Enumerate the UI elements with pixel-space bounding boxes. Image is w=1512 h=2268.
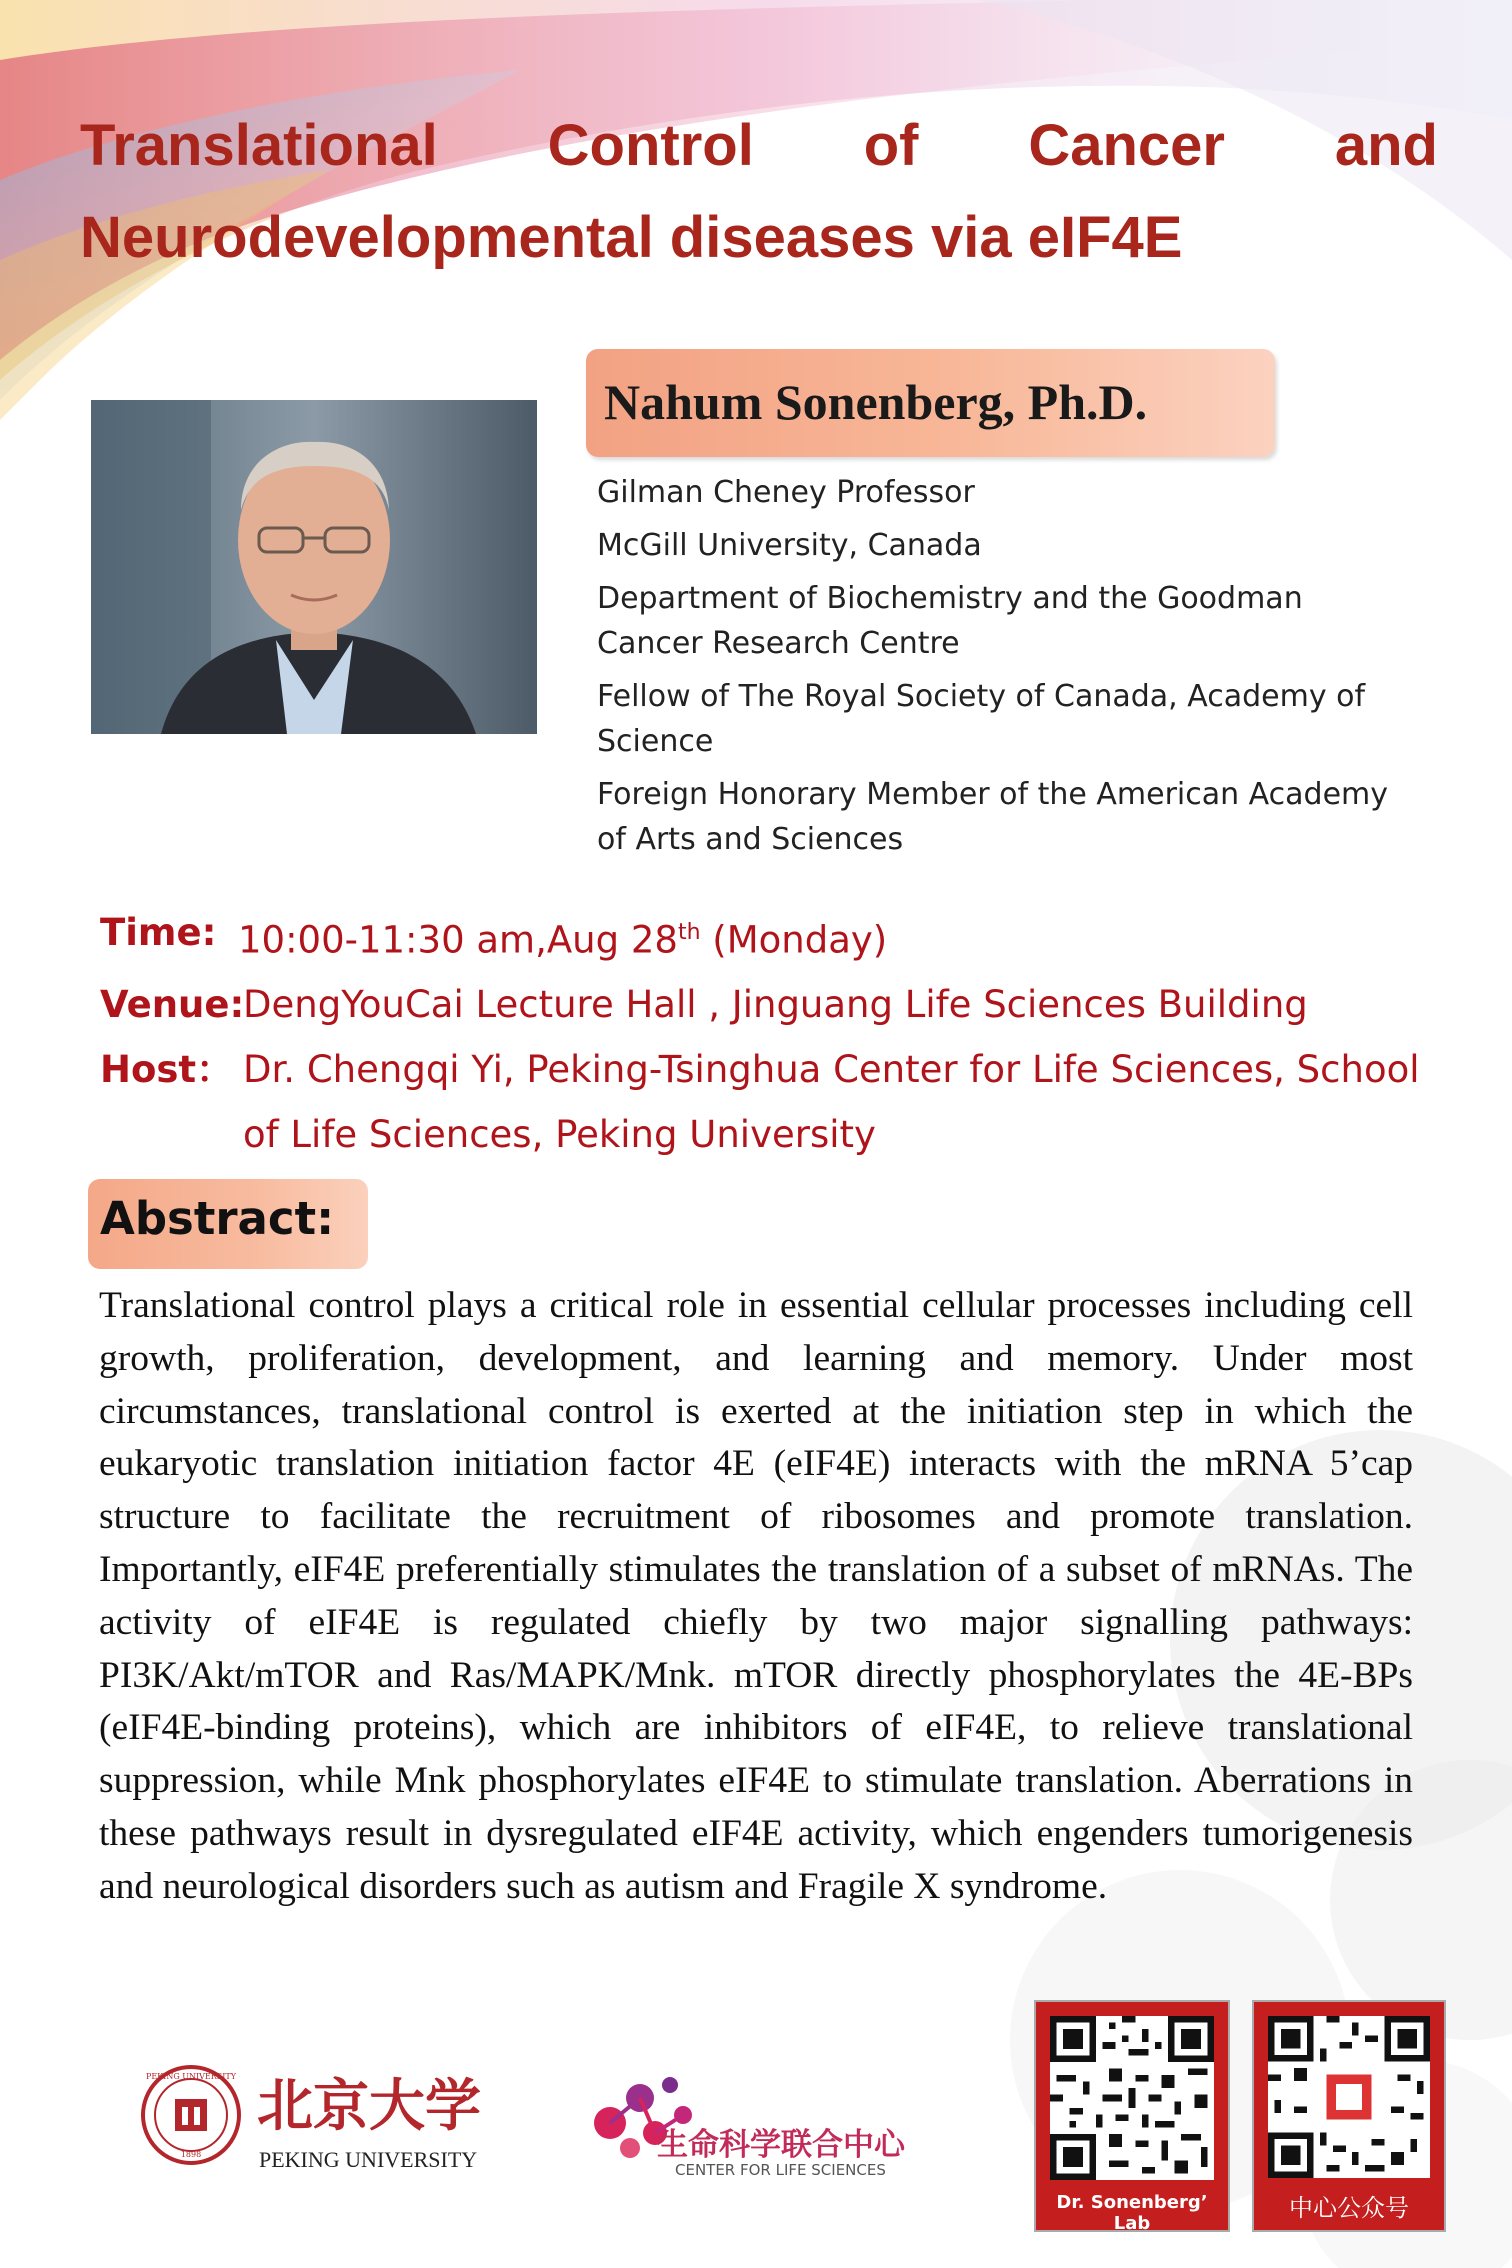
title-word: Control — [547, 113, 754, 178]
time-value-day: (Monday) — [700, 918, 888, 962]
affiliation-item: McGill University, Canada — [597, 528, 982, 563]
qr-code-center-account[interactable] — [1252, 2000, 1446, 2232]
speaker-name: Nahum Sonenberg, Ph.D. — [604, 374, 1148, 430]
venue-value: DengYouCai Lecture Hall , Jinguang Life Sciences Building — [243, 983, 1308, 1027]
title-word: of — [863, 113, 919, 178]
title-word: Translational — [80, 113, 438, 178]
abstract-text: Translational control plays a critical role in essential cellular processes including cell growth, proliferation, development, and learning and memory. Under most circumstances, translational control is exerted at the initiation step in which the eukaryotic translation initiation factor 4E (eIF4E) interacts with the mRNA 5’cap structure to facilitate the recruitment of ribosomes and promote translation. Importantly, eIF4E preferentially stimulates the translation of a subset of mRNAs. The activity of eIF4E is regulated chiefly by two major signalling pathways: PI3K/Akt/mTOR and Ras/MAPK/Mnk. mTOR directly phosphorylates the 4E-BPs (eIF4E-binding proteins), which are inhibitors of eIF4E, to relieve translational suppression, while Mnk phosphorylates eIF4E to stimulate translation. Aberrations in these pathways result in dysregulated eIF4E activity, which engenders tumorigenesis and neurological disorders such as autism and Fragile X syndrome. — [99, 1285, 1413, 1907]
affiliation-item: Fellow of The Royal Society of Canada, Academy of Science — [597, 679, 1366, 759]
speaker-photo — [91, 400, 537, 734]
qr-code-icon — [1268, 2016, 1430, 2178]
qr-caption-center: 中心公众号 — [1289, 2194, 1409, 2222]
page-title — [80, 100, 1438, 284]
time-row — [100, 900, 1460, 972]
cls-chinese-name: 生命科学联合中心 — [657, 2127, 905, 2163]
pku-seal-text: PEKING UNIVERSITY — [145, 2072, 237, 2081]
time-label: Time: — [100, 911, 217, 954]
center-for-life-sciences-logo — [585, 2063, 925, 2183]
qr-code-icon — [1050, 2016, 1214, 2180]
speaker-affiliations — [597, 470, 1417, 870]
title-word: and — [1334, 113, 1438, 178]
venue-label: Venue: — [100, 983, 245, 1027]
pku-seal-year: 1898 — [180, 2150, 202, 2159]
pku-chinese-name: 北京大学 — [257, 2073, 481, 2139]
time-value — [238, 900, 887, 972]
pku-english-name: PEKING UNIVERSITY — [259, 2147, 478, 2172]
host-label: Host： — [100, 1048, 234, 1092]
abstract-label: Abstract: — [100, 1192, 335, 1245]
venue-row — [100, 972, 1460, 1037]
event-info — [100, 900, 1460, 1167]
host-value: Dr. Chengqi Yi, Peking-Tsinghua Center for Life Sciences, School of Life Sciences, Peking University — [243, 1048, 1420, 1157]
cls-english-name: CENTER FOR LIFE SCIENCES — [675, 2161, 886, 2179]
time-value-sup: th — [677, 920, 701, 945]
time-value-main: 10:00-11:30 am,Aug 28 — [238, 918, 678, 962]
affiliation-item: Foreign Honorary Member of the American Academy of Arts and Sciences — [597, 777, 1389, 857]
host-row — [100, 1037, 1460, 1167]
title-word: Cancer — [1028, 113, 1225, 178]
title-line-2: Neurodevelopmental diseases via eIF4E — [80, 205, 1183, 270]
affiliation-item: Gilman Cheney Professor — [597, 475, 975, 510]
title-line-1 — [80, 100, 1438, 192]
qr-code-lab[interactable] — [1034, 2000, 1230, 2232]
peking-university-logo — [139, 2063, 489, 2178]
affiliation-item: Department of Biochemistry and the Goodman Cancer Research Centre — [597, 581, 1303, 661]
qr-caption-lab: Dr. Sonenberg’ Lab — [1056, 2192, 1208, 2234]
